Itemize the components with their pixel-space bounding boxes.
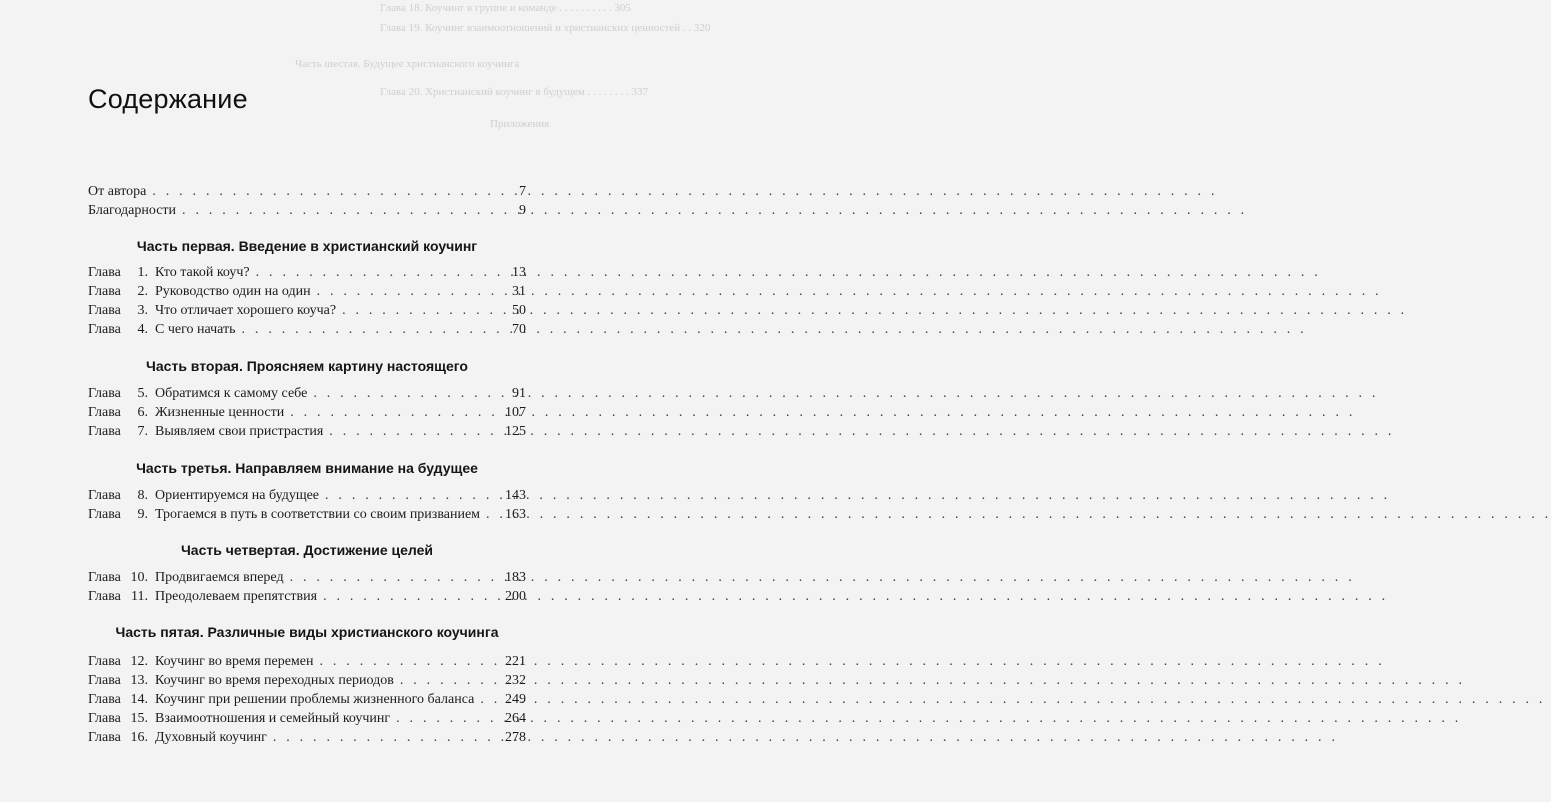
toc-entry[interactable] xyxy=(88,422,526,441)
chapter-label: Глава xyxy=(88,386,121,401)
page-number: 278 xyxy=(505,730,526,745)
chapter-label: Глава xyxy=(88,570,121,585)
entry-title: Взаимоотношения и семейный коучинг xyxy=(155,711,391,726)
entry-title: Коучинг во время переходных периодов xyxy=(155,673,394,688)
toc-entry[interactable] xyxy=(88,182,526,201)
toc-entry[interactable] xyxy=(88,690,526,709)
chapter-number: 12. xyxy=(130,654,148,669)
page-number: 107 xyxy=(505,405,526,420)
part-heading: Часть первая. Введение в христианский коучинг xyxy=(136,238,478,254)
toc-entry[interactable] xyxy=(88,568,526,587)
page-number: 264 xyxy=(505,711,526,726)
dot-leader xyxy=(480,690,499,709)
part-heading: Часть четвертая. Достижение целей xyxy=(180,542,434,558)
chapter-number: 13. xyxy=(130,673,148,688)
entry-title: С чего начать xyxy=(155,322,236,337)
dot-leader xyxy=(320,652,500,671)
dot-leader xyxy=(256,263,506,282)
entry-title: Благодарности xyxy=(88,203,177,218)
page-number: 70 xyxy=(512,322,526,337)
page-number: 125 xyxy=(505,424,526,439)
chapter-number: 1. xyxy=(137,265,148,280)
entry-title: Преодолеваем препятствия xyxy=(155,589,318,604)
dot-leader xyxy=(342,301,506,320)
chapter-number: 8. xyxy=(137,488,148,503)
entry-title: Руководство один на один xyxy=(155,284,311,299)
page-number: 91 xyxy=(512,386,526,401)
page-number: 9 xyxy=(519,203,526,218)
toc-entry[interactable] xyxy=(88,301,526,320)
entry-title: Духовный коучинг xyxy=(155,730,267,745)
entry-title: Обратимся к самому себе xyxy=(155,386,308,401)
chapter-label: Глава xyxy=(88,507,121,522)
entry-title: Что отличает хорошего коуча? xyxy=(155,303,337,318)
toc-entry[interactable] xyxy=(88,403,526,422)
bleed-line: Часть шестая. Будущее христианского коучинга xyxy=(295,58,520,70)
toc-entry[interactable] xyxy=(88,587,526,606)
chapter-number: 11. xyxy=(131,589,148,604)
toc-entry[interactable] xyxy=(88,652,526,671)
chapter-label: Глава xyxy=(88,322,121,337)
entry-title: Выявляем свои пристрастия xyxy=(155,424,324,439)
dot-leader xyxy=(182,201,506,220)
toc-entry[interactable] xyxy=(88,384,526,403)
bleed-line: Приложения xyxy=(490,118,550,130)
page-number: 31 xyxy=(512,284,526,299)
chapter-number: 16. xyxy=(130,730,148,745)
page-number: 183 xyxy=(505,570,526,585)
dot-leader xyxy=(396,709,499,728)
page-number: 249 xyxy=(505,692,526,707)
dot-leader xyxy=(152,182,506,201)
dot-leader xyxy=(242,320,506,339)
dot-leader xyxy=(313,384,506,403)
page-number: 221 xyxy=(505,654,526,669)
chapter-label: Глава xyxy=(88,730,121,745)
chapter-label: Глава xyxy=(88,284,121,299)
page-number: 50 xyxy=(512,303,526,318)
toc-entry[interactable] xyxy=(88,671,526,690)
chapter-label: Глава xyxy=(88,488,121,503)
part-heading: Часть третья. Направляем внимание на будущее xyxy=(136,460,478,476)
chapter-label: Глава xyxy=(88,589,121,604)
dot-leader xyxy=(325,486,499,505)
chapter-label: Глава xyxy=(88,405,121,420)
toc-entry[interactable] xyxy=(88,282,526,301)
chapter-number: 15. xyxy=(130,711,148,726)
page-number: 200 xyxy=(505,589,526,604)
dot-leader xyxy=(317,282,506,301)
page-number: 7 xyxy=(519,184,526,199)
chapter-number: 9. xyxy=(137,507,148,522)
entry-title: Продвигаемся вперед xyxy=(155,570,284,585)
dot-leader xyxy=(290,568,499,587)
bleed-line: Глава 20. Христианский коучинг в будущем . . . . . . . . 337 xyxy=(380,86,649,98)
dot-leader xyxy=(323,587,499,606)
chapter-label: Глава xyxy=(88,673,121,688)
chapter-number: 10. xyxy=(130,570,148,585)
chapter-label: Глава xyxy=(88,424,121,439)
chapter-label: Глава xyxy=(88,654,121,669)
page-title: Содержание xyxy=(88,84,248,114)
page-number: 163 xyxy=(505,507,526,522)
bleed-line: Глава 19. Коучинг взаимоотношений и христианских ценностей . . 320 xyxy=(380,22,711,34)
toc-entry[interactable] xyxy=(88,263,526,282)
toc-entry[interactable] xyxy=(88,728,526,747)
entry-title: Трогаемся в путь в соответствии со своим призванием xyxy=(155,507,481,522)
entry-title: Кто такой коуч? xyxy=(155,265,250,280)
chapter-number: 14. xyxy=(130,692,148,707)
bleed-line: Глава 18. Коучинг в группе и команде . . . . . . . . . . 305 xyxy=(380,2,631,14)
chapter-number: 5. xyxy=(137,386,148,401)
chapter-label: Глава xyxy=(88,692,121,707)
page-number: 143 xyxy=(505,488,526,503)
chapter-number: 3. xyxy=(137,303,148,318)
entry-title: Ориентируемся на будущее xyxy=(155,488,320,503)
page-number: 232 xyxy=(505,673,526,688)
toc-entry[interactable] xyxy=(88,709,526,728)
part-heading: Часть вторая. Проясняем картину настоящего xyxy=(146,358,468,374)
entry-title: Коучинг во время перемен xyxy=(155,654,314,669)
chapter-number: 6. xyxy=(137,405,148,420)
dot-leader xyxy=(290,403,499,422)
chapter-label: Глава xyxy=(88,303,121,318)
chapter-number: 7. xyxy=(137,424,148,439)
entry-title: Жизненные ценности xyxy=(155,405,285,420)
chapter-label: Глава xyxy=(88,265,121,280)
dot-leader xyxy=(273,728,499,747)
chapter-number: 2. xyxy=(137,284,148,299)
chapter-number: 4. xyxy=(137,322,148,337)
dot-leader xyxy=(329,422,499,441)
dot-leader xyxy=(400,671,499,690)
contents-page xyxy=(88,0,526,802)
toc-entry[interactable] xyxy=(88,505,526,524)
page-number: 13 xyxy=(512,265,526,280)
part-heading: Часть пятая. Различные виды христианского коучинга xyxy=(115,624,499,640)
chapter-label: Глава xyxy=(88,711,121,726)
dot-leader xyxy=(486,505,499,524)
toc-entry[interactable] xyxy=(88,486,526,505)
toc-entry[interactable] xyxy=(88,320,526,339)
entry-title: От автора xyxy=(88,184,147,199)
toc-entry[interactable] xyxy=(88,201,526,220)
entry-title: Коучинг при решении проблемы жизненного баланса xyxy=(155,692,475,707)
